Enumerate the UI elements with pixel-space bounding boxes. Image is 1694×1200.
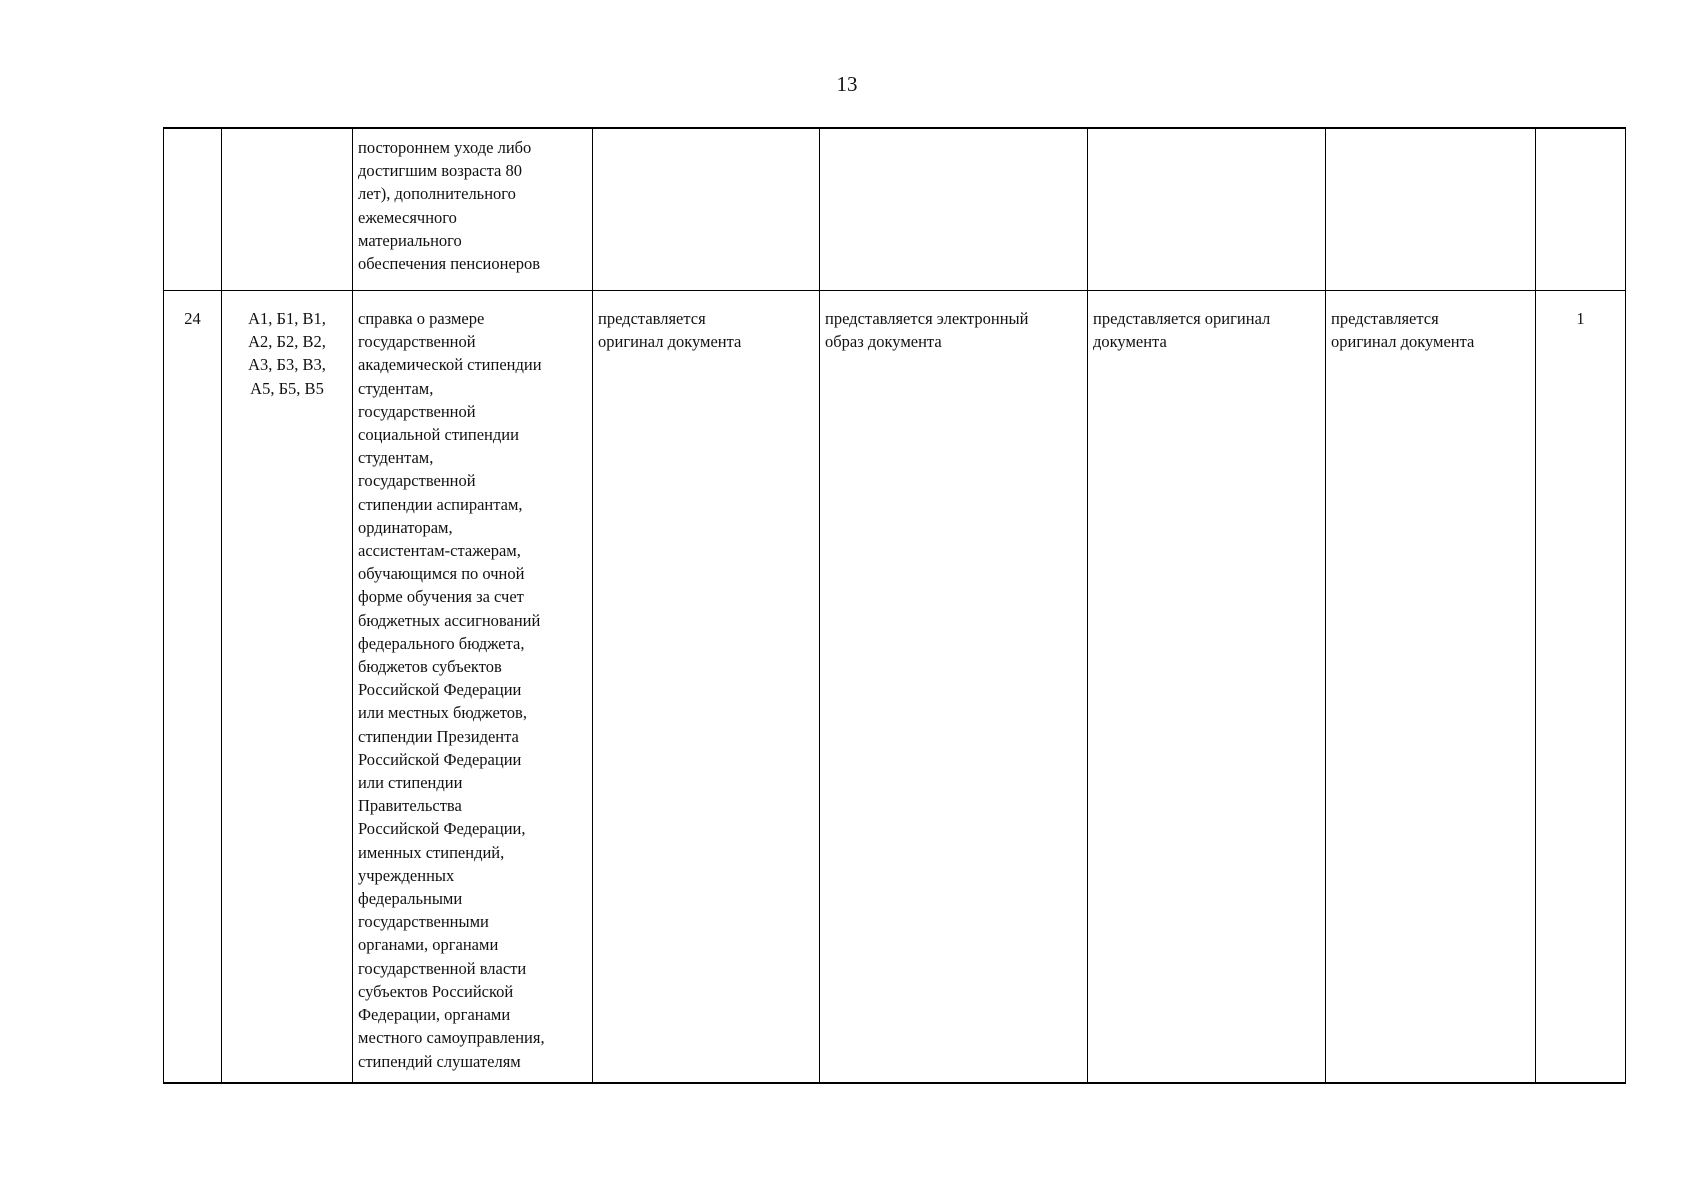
text-line: материального bbox=[358, 230, 462, 250]
text-line: обеспечения пенсионеров bbox=[358, 254, 541, 274]
cell-col7 bbox=[1326, 128, 1536, 291]
text-line: лет), дополнительного bbox=[358, 184, 516, 204]
text-line: представляется оригинал bbox=[1093, 309, 1271, 328]
text-line: студентам, bbox=[358, 378, 434, 398]
text-line: форме обучения за счет bbox=[358, 587, 524, 607]
text-line: органами, органами bbox=[358, 935, 499, 955]
text-line: федеральными bbox=[358, 889, 463, 909]
text-line: или стипендии bbox=[358, 773, 463, 793]
text-line: Российской Федерации bbox=[358, 680, 522, 700]
row-col7 bbox=[1326, 291, 1536, 1084]
codes-line: А5, Б5, В5 bbox=[250, 378, 324, 398]
cell-quantity bbox=[1536, 128, 1626, 291]
text-line: государственными bbox=[358, 912, 489, 932]
text-line: стипендии Президента bbox=[358, 726, 519, 746]
text-line: бюджетов субъектов bbox=[358, 657, 502, 677]
text-line: государственной bbox=[358, 332, 476, 352]
codes-line: А3, Б3, В3, bbox=[248, 355, 326, 375]
text-line: ординаторам, bbox=[358, 517, 453, 537]
cell-col6 bbox=[1088, 128, 1326, 291]
text-line: справка о размере bbox=[358, 309, 485, 328]
text-line: достигшим возраста 80 bbox=[358, 161, 522, 181]
text-line: или местных бюджетов, bbox=[358, 703, 527, 723]
row-col5 bbox=[820, 291, 1088, 1084]
text-line: постороннем уходе либо bbox=[358, 138, 532, 157]
text-line: социальной стипендии bbox=[358, 425, 519, 445]
text-line: обучающимся по очной bbox=[358, 564, 525, 584]
text-line: государственной bbox=[358, 401, 476, 421]
text-line: Правительства bbox=[358, 796, 462, 816]
text-line: представляется электронный bbox=[825, 309, 1029, 328]
text-line: оригинал документа bbox=[1331, 332, 1475, 352]
table-row-continuation bbox=[164, 128, 1626, 291]
text-line: образ документа bbox=[825, 332, 942, 352]
cell-col4 bbox=[593, 128, 820, 291]
text-line: государственной bbox=[358, 471, 476, 491]
cell-number bbox=[164, 128, 222, 291]
text-line: Российской Федерации bbox=[358, 749, 522, 769]
cell-codes bbox=[222, 128, 353, 291]
text-line: студентам, bbox=[358, 448, 434, 468]
row-quantity: 1 bbox=[1536, 291, 1626, 1084]
codes-line: А1, Б1, В1, bbox=[248, 309, 326, 328]
text-line: федерального бюджета, bbox=[358, 633, 525, 653]
documents-table bbox=[163, 127, 1626, 1084]
text-line: академической стипендии bbox=[358, 355, 542, 375]
text-line: бюджетных ассигнований bbox=[358, 610, 541, 630]
table-row-24 bbox=[164, 291, 1626, 1084]
text-line: ассистентам-стажерам, bbox=[358, 541, 521, 561]
text-line: Российской Федерации, bbox=[358, 819, 526, 839]
text-line: ежемесячного bbox=[358, 207, 457, 227]
codes-line: А2, Б2, В2, bbox=[248, 332, 326, 352]
cell-col5 bbox=[820, 128, 1088, 291]
text-line: Федерации, органами bbox=[358, 1005, 511, 1025]
row-col6 bbox=[1088, 291, 1326, 1084]
row-description bbox=[353, 291, 593, 1084]
text-line: стипендий слушателям bbox=[358, 1051, 521, 1071]
text-line: государственной власти bbox=[358, 958, 527, 978]
text-line: именных стипендий, bbox=[358, 842, 505, 862]
text-line: учрежденных bbox=[358, 865, 455, 885]
text-line: представляется bbox=[1331, 309, 1439, 328]
text-line: местного самоуправления, bbox=[358, 1028, 545, 1048]
row-number: 24 bbox=[164, 291, 222, 1084]
text-line: субъектов Российской bbox=[358, 981, 514, 1001]
text-line: стипендии аспирантам, bbox=[358, 494, 523, 514]
text-line: оригинал документа bbox=[598, 332, 742, 352]
text-line: документа bbox=[1093, 332, 1167, 352]
row-codes bbox=[222, 291, 353, 1084]
page-number: 13 bbox=[836, 72, 858, 96]
text-line: представляется bbox=[598, 309, 706, 328]
cell-description bbox=[353, 128, 593, 291]
row-col4 bbox=[593, 291, 820, 1084]
